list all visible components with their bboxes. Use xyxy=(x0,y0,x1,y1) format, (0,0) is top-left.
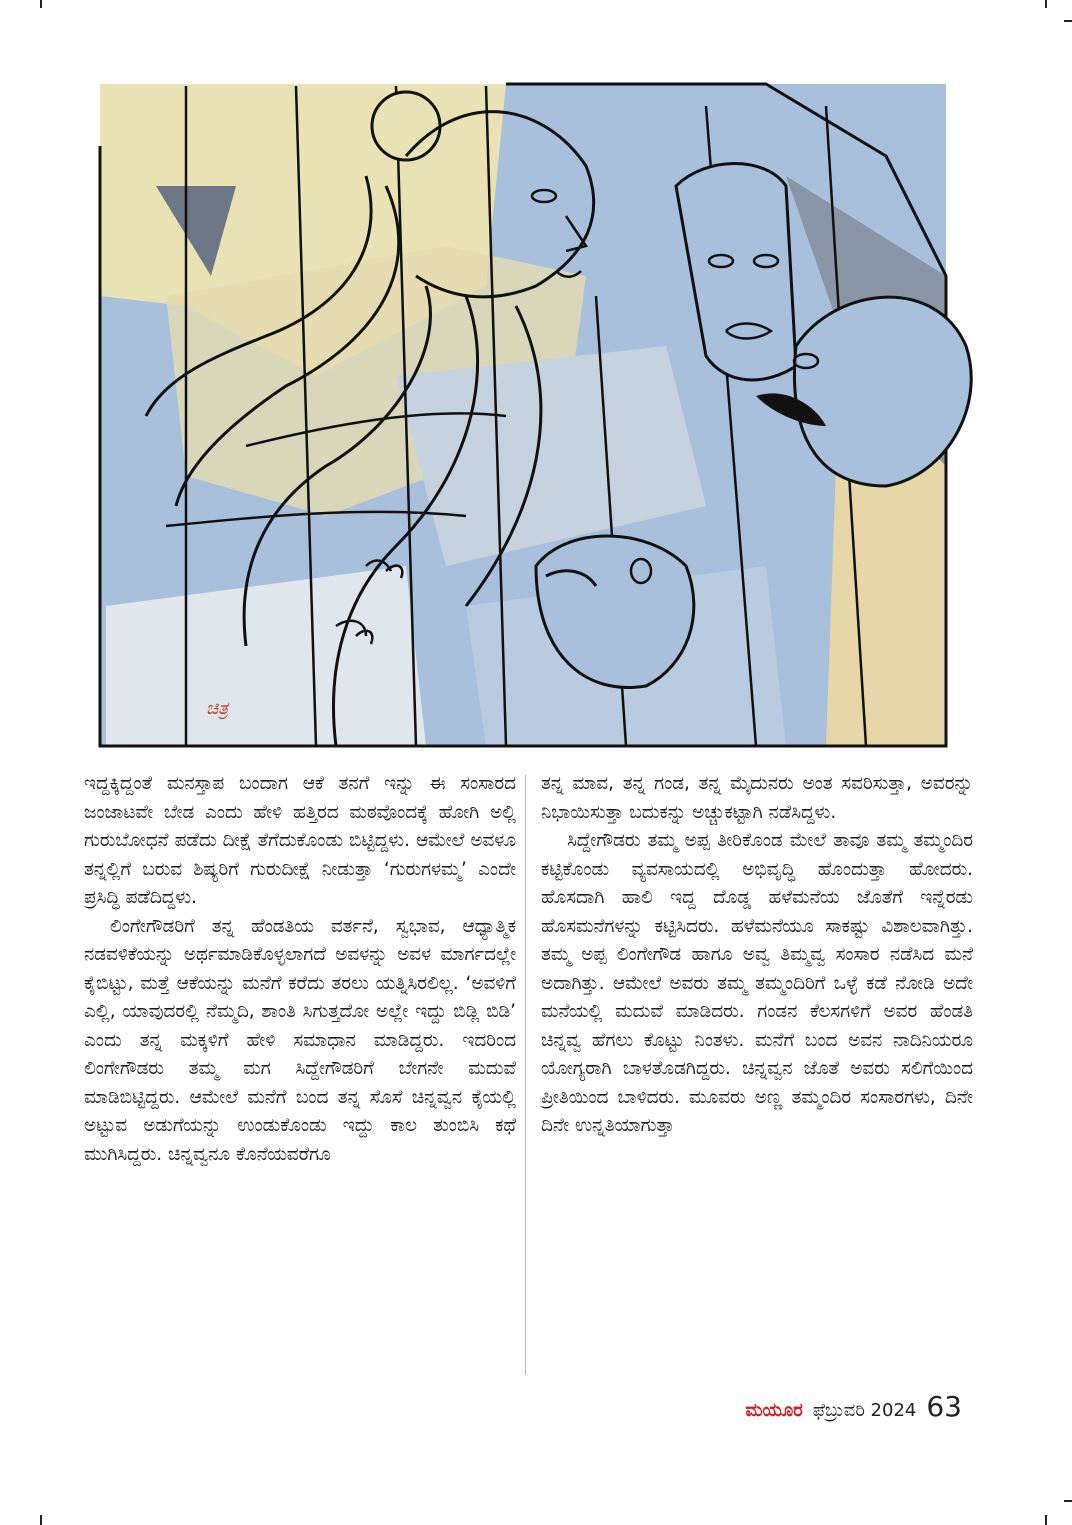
artist-signature: ಚಿತ್ರ xyxy=(206,698,229,719)
paragraph: ಸಿದ್ದೇಗೌಡರು ತಮ್ಮ ಅಪ್ಪ ತೀರಿಕೊಂಡ ಮೇಲೆ ತಾವೂ ತಮ್ಮ ತಮ್ಮಂದಿರ ಕಟ್ಟಿಕೊಂಡು ವ್ಯವಸಾಯದಲ್ಲಿ ಅಭಿವೃದ್ಧಿ ಹೊಂದುತ್ತಾ ಹೋದರು. ಹೊಸದಾಗಿ ಹಾಲಿ ಇದ್ದ ದೊಡ್ಡ ಹಳೆಮನೆಯ ಜೊತೆಗೆ ಇನ್ನೆರಡು ಹೊಸಮನೆಗಳನ್ನು ಕಟ್ಟಿಸಿದರು. ಹಳೆಮನೆಯೂ ಸಾಕಷ್ಟು ವಿಶಾಲವಾಗಿತ್ತು. ತಮ್ಮ ಅಪ್ಪ ಲಿಂಗೇಗೌಡ ಹಾಗೂ ಅವ್ವ ತಿಮ್ಮವ್ವ ಸಂಸಾರ ನಡೆಸಿದ ಮನೆ ಅದಾಗಿತ್ತು. ಆಮೇಲೆ ಅವರು ತಮ್ಮ ತಮ್ಮಂದಿರಿಗೆ ಒಳ್ಳೆ ಕಡೆ ನೋಡಿ ಅದೇ ಮನೆಯಲ್ಲಿ ಮದುವೆ ಮಾಡಿದರು. ಗಂಡನ ಕೆಲಸಗಳಿಗೆ ಅವರ ಹೆಂಡತಿ ಚಿನ್ನವ್ವ ಹೆಗಲು ಕೊಟ್ಟು ನಿಂತಳು. ಮನೆಗೆ ಬಂದ ಅವನ ನಾದಿನಿಯರೂ ಯೋಗ್ಯರಾಗಿ ಬಾಳತೊಡಗಿದ್ದರು. ಚಿನ್ನವ್ವನ ಜೊತೆ ಅವರು ಸಲಿಗೆಯಿಂದ ಪ್ರೀತಿಯಿಂದ ಬಾಳಿದರು. ಮೂವರು ಅಣ್ಣ ತಮ್ಮಂದಿರ ಸಂಸಾರಗಳು, ದಿನೇ ದಿನೇ ಉನ್ನತಿಯಾಗುತ್ತಾ xyxy=(541,830,973,1136)
crop-mark xyxy=(1045,1515,1047,1525)
page-number: 63 xyxy=(926,1390,962,1423)
issue-date: ಫೆಬ್ರುವರಿ 2024 xyxy=(812,1400,917,1421)
crop-mark xyxy=(1064,1500,1072,1502)
column-divider xyxy=(525,775,526,1375)
crop-mark xyxy=(1045,0,1047,8)
article-column-left xyxy=(84,770,516,1169)
magazine-logo: ಮಯೂರ xyxy=(745,1400,803,1421)
crop-mark xyxy=(40,1515,42,1525)
crop-mark xyxy=(1064,20,1072,22)
page-footer xyxy=(745,1390,962,1423)
crop-mark xyxy=(40,0,42,8)
article-column-right xyxy=(541,770,973,1141)
paragraph: ತನ್ನ ಮಾವ, ತನ್ನ ಗಂಡ, ತನ್ನ ಮೈದುನರು ಅಂತ ಸವರಿಸುತ್ತಾ, ಅವರನ್ನು ನಿಭಾಯಿಸುತ್ತಾ ಬದುಕನ್ನು ಅಚ್ಚುಕಟ್ಟಾಗಿ ನಡೆಸಿದ್ದಳು. xyxy=(541,773,973,823)
paragraph: ಇದ್ದಕ್ಕಿದ್ದಂತೆ ಮನಸ್ತಾಪ ಬಂದಾಗ ಆಕೆ ತನಗೆ ಇನ್ನು ಈ ಸಂಸಾರದ ಜಂಜಾಟವೇ ಬೇಡ ಎಂದು ಹೇಳಿ ಹತ್ತಿರದ ಮಠವೊಂದಕ್ಕೆ ಹೋಗಿ ಅಲ್ಲಿ ಗುರುಬೋಧನೆ ಪಡೆದು ದೀಕ್ಷೆ ತೆಗೆದುಕೊಂಡು ಬಿಟ್ಟಿದ್ದಳು. ಆಮೇಲೆ ಅವಳೂ ತನ್ನಲ್ಲಿಗೆ ಬರುವ ಶಿಷ್ಯರಿಗೆ ಗುರುದೀಕ್ಷೆ ನೀಡುತ್ತಾ ‘ಗುರುಗಳಮ್ಮ’ ಎಂದೇ ಪ್ರಸಿದ್ಧಿ ಪಡೆದಿದ್ದಳು. xyxy=(84,773,516,908)
paragraph: ಲಿಂಗೇಗೌಡರಿಗೆ ತನ್ನ ಹೆಂಡತಿಯ ವರ್ತನೆ, ಸ್ವಭಾವ, ಆಧ್ಯಾತ್ಮಿಕ ನಡವಳಿಕೆಯನ್ನು ಅರ್ಥಮಾಡಿಕೊಳ್ಳಲಾಗದೆ ಅವಳನ್ನು ಅವಳ ಮಾರ್ಗದಲ್ಲೇ ಕೈಬಿಟ್ಟು, ಮತ್ತೆ ಆಕೆಯನ್ನು ಮನೆಗೆ ಕರೆದು ತರಲು ಯತ್ನಿಸಿರಲಿಲ್ಲ. ‘ಅವಳಿಗೆ ಎಲ್ಲಿ, ಯಾವುದರಲ್ಲಿ ನೆಮ್ಮದಿ, ಶಾಂತಿ ಸಿಗುತ್ತದೋ ಅಲ್ಲೇ ಇದ್ದು ಬಿಡ್ಲಿ ಬಿಡಿ’ ಎಂದು ತನ್ನ ಮಕ್ಕಳಿಗೆ ಹೇಳಿ ಸಮಾಧಾನ ಮಾಡಿದ್ದರು. ಇದರಿಂದ ಲಿಂಗೇಗೌಡರು ತಮ್ಮ ಮಗ ಸಿದ್ದೇಗೌಡರಿಗೆ ಬೇಗನೇ ಮದುವೆ ಮಾಡಿಬಿಟ್ಟಿದ್ದರು. ಆಮೇಲೆ ಮನೆಗೆ ಬಂದ ತನ್ನ ಸೊಸೆ ಚಿನ್ನವ್ವನ ಕೈಯಲ್ಲಿ ಅಟ್ಟುವ ಅಡುಗೆಯನ್ನು ಉಂಡುಕೊಂಡು ಇದ್ದು ಕಾಲ ತುಂಬಿಸಿ ಕಥೆ ಮುಗಿಸಿದ್ದರು. ಚಿನ್ನವ್ವನೂ ಕೊನೆಯವರೆಗೂ xyxy=(84,915,516,1165)
illustration-artwork xyxy=(66,46,1026,750)
article-illustration xyxy=(66,46,1026,750)
